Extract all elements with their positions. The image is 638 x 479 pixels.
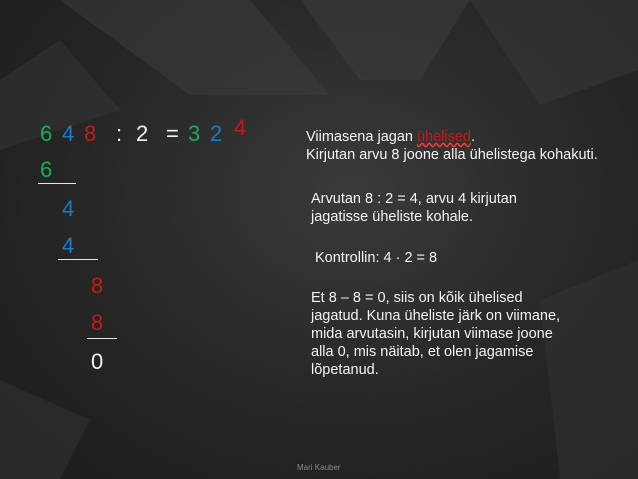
divide-sign: : [116, 121, 123, 146]
explanation-paragraph-4: Et 8 – 8 = 0, siis on kõik ühelised jagatud. Kuna üheliste järk on viimane, mida arvutasin, kirjutan viimase joone alla 0, mis näitab, et olen jagamise lõpetanud. [311, 290, 561, 378]
step3-subtrahend: 8 [91, 310, 104, 335]
author-footer: Mari Kauber [297, 463, 341, 472]
remainder: 0 [91, 349, 104, 374]
step1-line [38, 183, 76, 184]
explanation-paragraph-3: Kontrollin: 4 · 2 = 8 [315, 250, 438, 266]
explanation-paragraph-2: Arvutan 8 : 2 = 4, arvu 4 kirjutan jagatisse üheliste kohale. [311, 191, 517, 225]
p1-suffix: . [471, 129, 476, 145]
step2-subtrahend: 4 [62, 233, 75, 258]
equals-sign: = [166, 121, 179, 146]
explanation-paragraph-1 [306, 128, 606, 164]
p1-prefix: Viimasena jagan [306, 129, 417, 145]
dividend-ones-digit: 8 [84, 121, 97, 146]
step3-brought-down: 8 [91, 273, 104, 298]
quotient-hundreds-digit: 3 [188, 121, 201, 146]
p1-highlight: ühelised [416, 129, 471, 145]
dividend-tens-digit: 4 [62, 121, 75, 146]
dividend-hundreds-digit: 6 [40, 121, 53, 146]
quotient-tens-digit: 2 [210, 121, 223, 146]
step2-brought-down: 4 [62, 196, 75, 221]
divisor: 2 [136, 121, 149, 146]
quotient-ones-digit: 4 [234, 115, 247, 140]
p1-rest: Kirjutan arvu 8 joone alla ühelistega kohakuti. [306, 147, 598, 163]
step1-subtrahend: 6 [40, 157, 53, 182]
step2-line [58, 259, 98, 260]
step3-line [87, 338, 117, 339]
